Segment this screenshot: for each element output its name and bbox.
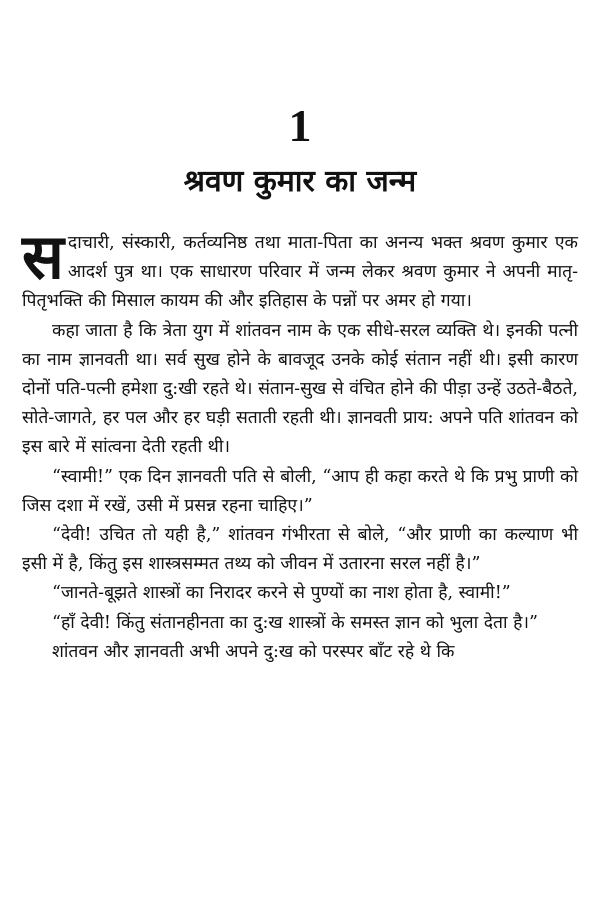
paragraph-2: कहा जाता है कि त्रेता युग में शांतवन नाम के एक सीधे-सरल व्यक्ति थे। इनकी पत्नी का नाम ज्ञानवती था। सर्व सुख होने के बावजूद उनके कोई संतान नहीं थी। इसी कारण दोनों पति-पत्नी हमेशा दु:खी रहते थे। संतान-सुख से वंचित होने की पीड़ा उन्हें उठते-बैठते, सोते-जागते, हर पल और हर घड़ी सताती रहती थी। ज्ञानवती प्राय: अपने पति शांतवन को इस बारे में सांत्वना देती रहती थी।	[22, 320, 578, 458]
paragraph-5: “जानते-बूझते शास्त्रों का निरादर करने से पुण्यों का नाश होता है, स्वामी!”	[52, 583, 511, 604]
paragraph-1	[22, 220, 578, 317]
chapter-title: श्रवण कुमार का जन्म	[183, 164, 417, 199]
chapter-body	[22, 220, 578, 667]
paragraph-3: “स्वामी!” एक दिन ज्ञानवती पति से बोली, “आप ही कहा करते थे कि प्रभु प्राणी को जिस दशा में रखें, उसी में प्रसन्न रहना चाहिए।”	[22, 466, 578, 516]
paragraph-1-text: दाचारी, संस्कारी, कर्तव्यनिष्ठ तथा माता-पिता का अनन्य भक्त श्रवण कुमार एक आदर्श पुत्र था। एक साधारण परिवार में जन्म लेकर श्रवण कुमार ने अपनी मातृ-पितृभक्ति की मिसाल कायम की और इतिहास के पन्नों पर अमर हो गया।	[22, 233, 578, 312]
chapter-number: 1	[288, 100, 312, 151]
drop-cap: स	[22, 220, 64, 293]
paragraph-4: “देवी! उचित तो यही है,” शांतवन गंभीरता से बोले, “और प्राणी का कल्याण भी इसी में है, किंतु इस शास्त्रसम्मत तथ्य को जीवन में उतारना सरल नहीं है।”	[22, 525, 578, 575]
paragraph-7: शांतवन और ज्ञानवती अभी अपने दु:ख को परस्पर बाँट रहे थे कि	[52, 641, 455, 662]
paragraph-6: “हाँ देवी! किंतु संतानहीनता का दु:ख शास्त्रों के समस्त ज्ञान को भुला देता है।”	[52, 612, 538, 633]
